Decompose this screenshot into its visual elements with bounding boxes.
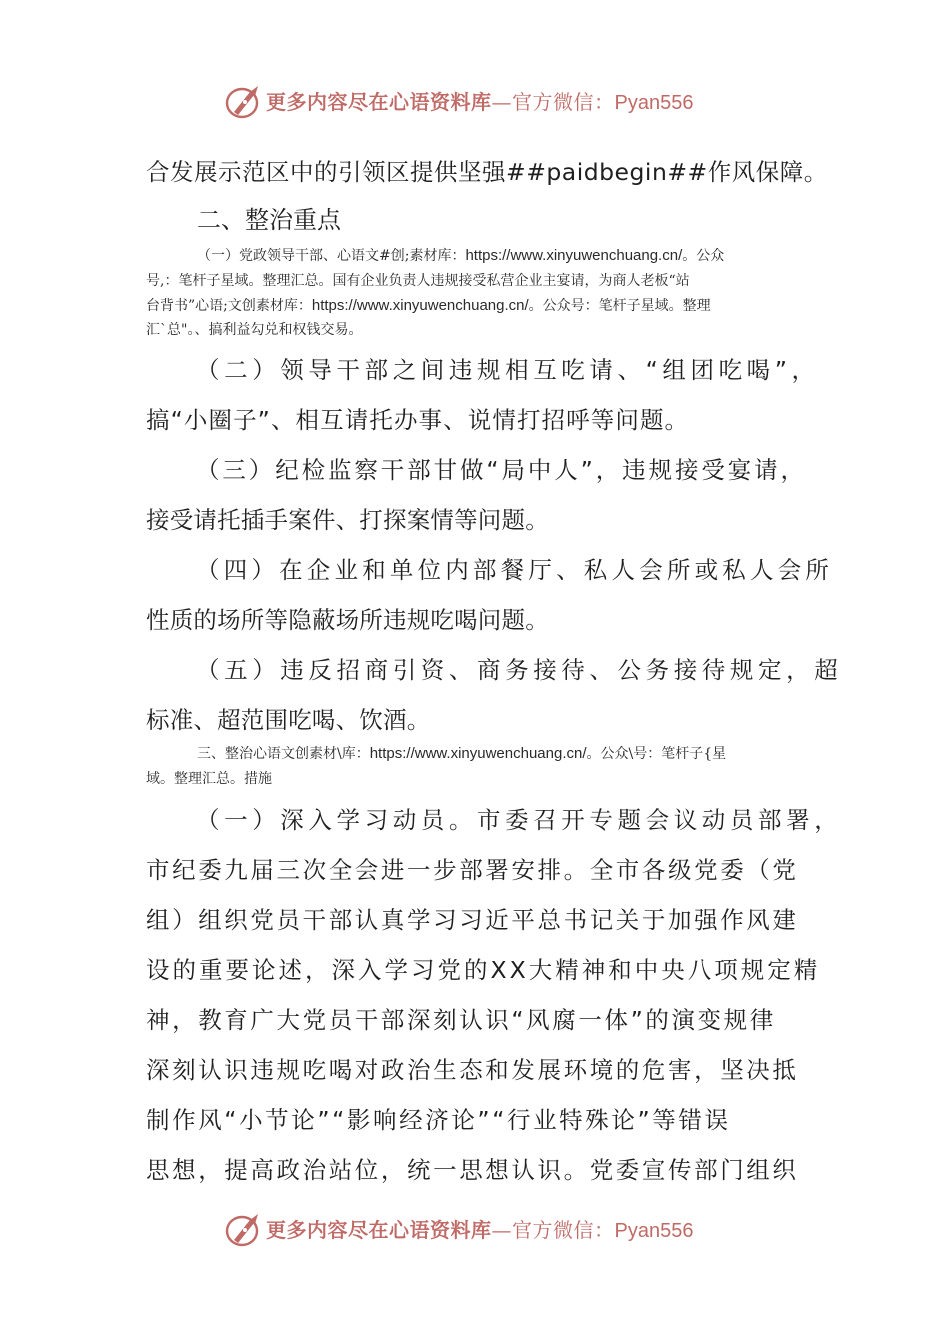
- paragraph-line: 神，教育广大党员干部深刻认识“风腐一体”的演变规律: [146, 1006, 776, 1034]
- banner-site-name: 更多内容尽在心语资料库: [266, 1218, 492, 1242]
- banner-text: [266, 86, 693, 118]
- paragraph-line: 标准、超范围吃喝、饮酒。: [146, 706, 431, 734]
- paragraph-line: 接受请托插手案件、打探案情等问题。: [146, 506, 549, 534]
- note-line: （一）党政领导干部、心语文#创;素材库：https://www.xinyuwenchuang.cn/。公众: [197, 247, 725, 264]
- paragraph-line: （三）纪检监察干部甘做“局中人”，违规接受宴请，: [196, 456, 807, 484]
- paragraph-line: 思想，提高政治站位，统一思想认识。党委宣传部门组织: [146, 1156, 799, 1184]
- paragraph-line: （四）在企业和单位内部餐厅、私人会所或私人会所: [196, 556, 834, 584]
- paragraph-line: 制作风“小节论”“影响经济论”“行业特殊论”等错误: [146, 1106, 731, 1134]
- paragraph-line: 市纪委九届三次全会进一步部署安排。全市各级党委（党: [146, 856, 799, 884]
- paragraph-line: 组）组织党员干部认真学习习近平总书记关于加强作风建: [146, 906, 799, 934]
- note-line: 汇`总"。、搞利益勾兑和权钱交易。: [146, 322, 363, 338]
- note-line: 台背书”心语;文创素材库：https://www.xinyuwenchuang.cn/。公众号：笔杆子星域。整理: [146, 297, 711, 314]
- paragraph-line: 合发展示范区中的引领区提供坚强##paidbegin##作风保障。: [146, 158, 828, 186]
- banner-dash: —: [491, 90, 512, 114]
- note-line: 号,：笔杆子星域。整理汇总。国有企业负责人违规接受私营企业主宴请，为商人老板“站: [146, 273, 690, 289]
- pen-nib-logo-icon: [224, 84, 264, 120]
- banner-dash: —: [491, 1218, 512, 1242]
- pen-nib-logo-icon: [224, 1212, 264, 1248]
- banner-site-name: 更多内容尽在心语资料库: [266, 90, 492, 114]
- paragraph-line: 深刻认识违规吃喝对政治生态和发展环境的危害，坚决抵: [146, 1056, 799, 1084]
- paragraph-line: （五）违反招商引资、商务接待、公务接待规定，超: [196, 656, 843, 684]
- paragraph-line: （二）领导干部之间违规相互吃请、“组团吃喝”，: [196, 356, 820, 384]
- footer-banner: [0, 1208, 950, 1252]
- url-text: https://www.xinyuwenchuang.cn/: [369, 745, 587, 762]
- url-text: https://www.xinyuwenchuang.cn/: [465, 247, 683, 264]
- banner-wechat-label: 官方微信：: [512, 1218, 615, 1242]
- url-text: https://www.xinyuwenchuang.cn/: [311, 297, 529, 314]
- note-line: 三、整治心语文创素材\库：https://www.xinyuwenchuang.cn/。公众\号：笔杆子{星: [197, 745, 727, 762]
- banner-wechat-id: Pyan556: [614, 92, 694, 114]
- note-line: 域。整理汇总。措施: [146, 771, 272, 787]
- banner-wechat-id: Pyan556: [614, 1220, 694, 1242]
- paragraph-line: 性质的场所等隐蔽场所违规吃喝问题。: [146, 606, 549, 634]
- header-banner: [0, 80, 950, 124]
- banner-text: [266, 1214, 693, 1246]
- paragraph-line: （一）深入学习动员。市委召开专题会议动员部署，: [196, 806, 843, 834]
- banner-wechat-label: 官方微信：: [512, 90, 615, 114]
- paragraph-line: 搞“小圈子”、相互请托办事、说情打招呼等问题。: [146, 406, 690, 434]
- paragraph-line: 设的重要论述，深入学习党的XX大精神和中央八项规定精: [146, 956, 821, 984]
- section-heading: 二、整治重点: [197, 206, 341, 234]
